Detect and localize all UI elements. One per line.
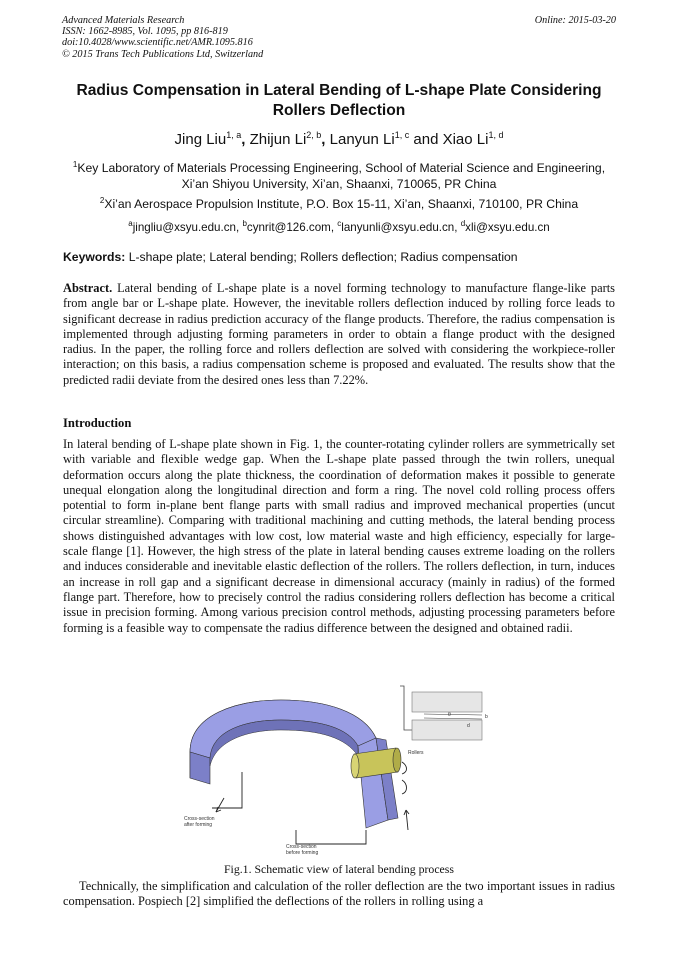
author-name: Jing Liu xyxy=(174,131,227,148)
affiliation-2-text: Xi’an Aerospace Propulsion Institute, P.O. Box 15-11, Xi’an, Shaanxi, 710100, PR China xyxy=(104,197,579,212)
email-list xyxy=(40,216,638,235)
inset-theta-label: θ xyxy=(448,712,451,718)
email-address[interactable]: jingliu@xsyu.edu.cn xyxy=(132,220,236,234)
email-address[interactable]: xli@xsyu.edu.cn xyxy=(465,220,550,234)
author-name: Xiao Li xyxy=(442,131,489,148)
roller-gap-inset xyxy=(400,686,488,740)
email-sup: c xyxy=(337,219,342,228)
rollers-label: Rollers xyxy=(408,750,424,756)
title-line-1: Radius Compensation in Lateral Bending of L-shape Plate Considering xyxy=(76,82,602,99)
arrow-icon xyxy=(212,772,242,808)
affiliation-sup: 1 xyxy=(72,160,78,169)
abstract-text: Lateral bending of L-shape plate is a novel forming technology to manufacture flange-like parts from angle bar or L-shape plate. However, the inevitable rollers deflection induced by rolling force leads to significant decrease in radius prediction accuracy of the flange products. Therefore, the radius compensation is implemented through adjusting forming parameters in order to obtain a flange product with the designed radius. In the paper, the rolling force and rollers deflection are solved with considering the workpiece-roller interaction; on this basis, a radius compensation scheme is proposed and evaluated. The results show that the predicted radii deviate from the desired ones less than 7.22%. xyxy=(63,281,615,387)
introduction-paragraph: In lateral bending of L-shape plate shown in Fig. 1, the counter-rotating cylinder rollers are symmetrically set with variable and flexible wedge gap. When the L-shape plate passed through the twin rollers, unequal deformation occurs along the plate thickness, the coordination of deformation makes it possible to generate unequal elongation along the longitudinal direction and form a ring. The novel cold rolling process offers potential to form in-plane bent flange parts with small radius and improved mechanical properties (uncut circular streamline). Comparing with traditional machining and cutting methods, the lateral bending process shows distinguished advantages with low cost, low material waste and high efficiency, especially for large-scale flange [1]. However, the high stress of the plate in lateral bending causes extreme loading on the rollers and induces considerable and inevitable elastic deflection of the rollers. The rollers deflection, in turn, induces an increase in roll gap and a significant decrease in dimensional accuracy (mainly in radius) of the formed flange part. Therefore, how to precisely control the radius considering rollers deflection has become a critical issue in precision forming. Among various precision control methods, adjusting processing parameters before forming is a feasible way to compensate the radius difference between the designed and obtained radii. xyxy=(63,437,615,635)
abstract-label: Abstract. xyxy=(63,281,113,295)
journal-header xyxy=(62,15,263,60)
inset-d-label: d xyxy=(467,723,470,729)
author-separator: , xyxy=(241,131,250,148)
figure-caption: Fig.1. Schematic view of lateral bending process xyxy=(224,862,454,876)
issn-line: ISSN: 1662-8985, Vol. 1095, pp 816-819 xyxy=(62,26,228,38)
copyright-line: © 2015 Trans Tech Publications Ltd, Switzerland xyxy=(62,48,264,60)
author-sup: 1, a xyxy=(226,130,242,140)
email-sup: a xyxy=(128,219,133,228)
email-sup: b xyxy=(242,219,247,228)
affiliation-sup: 2 xyxy=(99,196,105,205)
author-sup: 1, c xyxy=(394,130,410,140)
email-address[interactable]: lanyunli@xsyu.edu.cn xyxy=(341,220,455,234)
doi-line: doi:10.4028/www.scientific.net/AMR.1095.816 xyxy=(62,37,253,49)
keywords xyxy=(63,250,615,264)
paper-title xyxy=(50,81,628,121)
arrow-icon xyxy=(296,830,366,844)
after-forming-label-2: after forming xyxy=(184,822,213,828)
email-separator: , xyxy=(454,220,461,234)
keywords-text: L-shape plate; Lateral bending; Rollers deflection; Radius compensation xyxy=(125,250,518,264)
abstract xyxy=(63,281,615,388)
plate-front xyxy=(190,752,210,784)
author-name: Zhijun Li xyxy=(249,131,307,148)
title-line-2: Rollers Deflection xyxy=(272,102,406,119)
keywords-label: Keywords: xyxy=(63,250,126,264)
author-separator: , xyxy=(321,131,330,148)
figure-lateral-bending xyxy=(176,680,506,860)
affiliation-1 xyxy=(40,157,638,192)
affiliation-1-line-2: Xi’an Shiyou University, Xi’an, Shaanxi, 710065, PR China xyxy=(181,176,497,191)
after-forming-label-1: Cross-section xyxy=(184,816,215,822)
arrow-icon xyxy=(402,762,407,774)
author-sup: 1, d xyxy=(488,130,504,140)
email-separator: , xyxy=(330,220,338,234)
email-address[interactable]: cynrit@126.com xyxy=(246,220,331,234)
affiliation-2 xyxy=(40,193,638,213)
journal-name: Advanced Materials Research xyxy=(62,15,185,26)
online-date: Online: 2015-03-20 xyxy=(534,15,616,26)
affiliation-1-line-1: Key Laboratory of Materials Processing Engineering, School of Material Science and Engineering, xyxy=(77,161,606,176)
arrow-icon xyxy=(402,780,407,794)
roller-end xyxy=(351,754,359,778)
author-sup: 2, b xyxy=(306,130,322,140)
before-forming-label-1: Cross-section xyxy=(286,844,317,850)
author-name: Lanyun Li xyxy=(329,131,395,148)
email-sup: d xyxy=(460,219,466,228)
roller-end xyxy=(393,748,401,772)
inset-b-label: b xyxy=(485,714,488,720)
author-list xyxy=(40,130,638,148)
body-paragraph: Technically, the simplification and calculation of the roller deflection are the two important issues in radius compensation. Pospiech [2] simplified the deflections of the rollers in rolling using a xyxy=(63,879,615,909)
email-separator: , xyxy=(235,220,243,234)
author-separator: and xyxy=(409,131,443,148)
section-heading-introduction: Introduction xyxy=(63,416,132,430)
before-forming-label-2: before forming xyxy=(286,850,319,856)
